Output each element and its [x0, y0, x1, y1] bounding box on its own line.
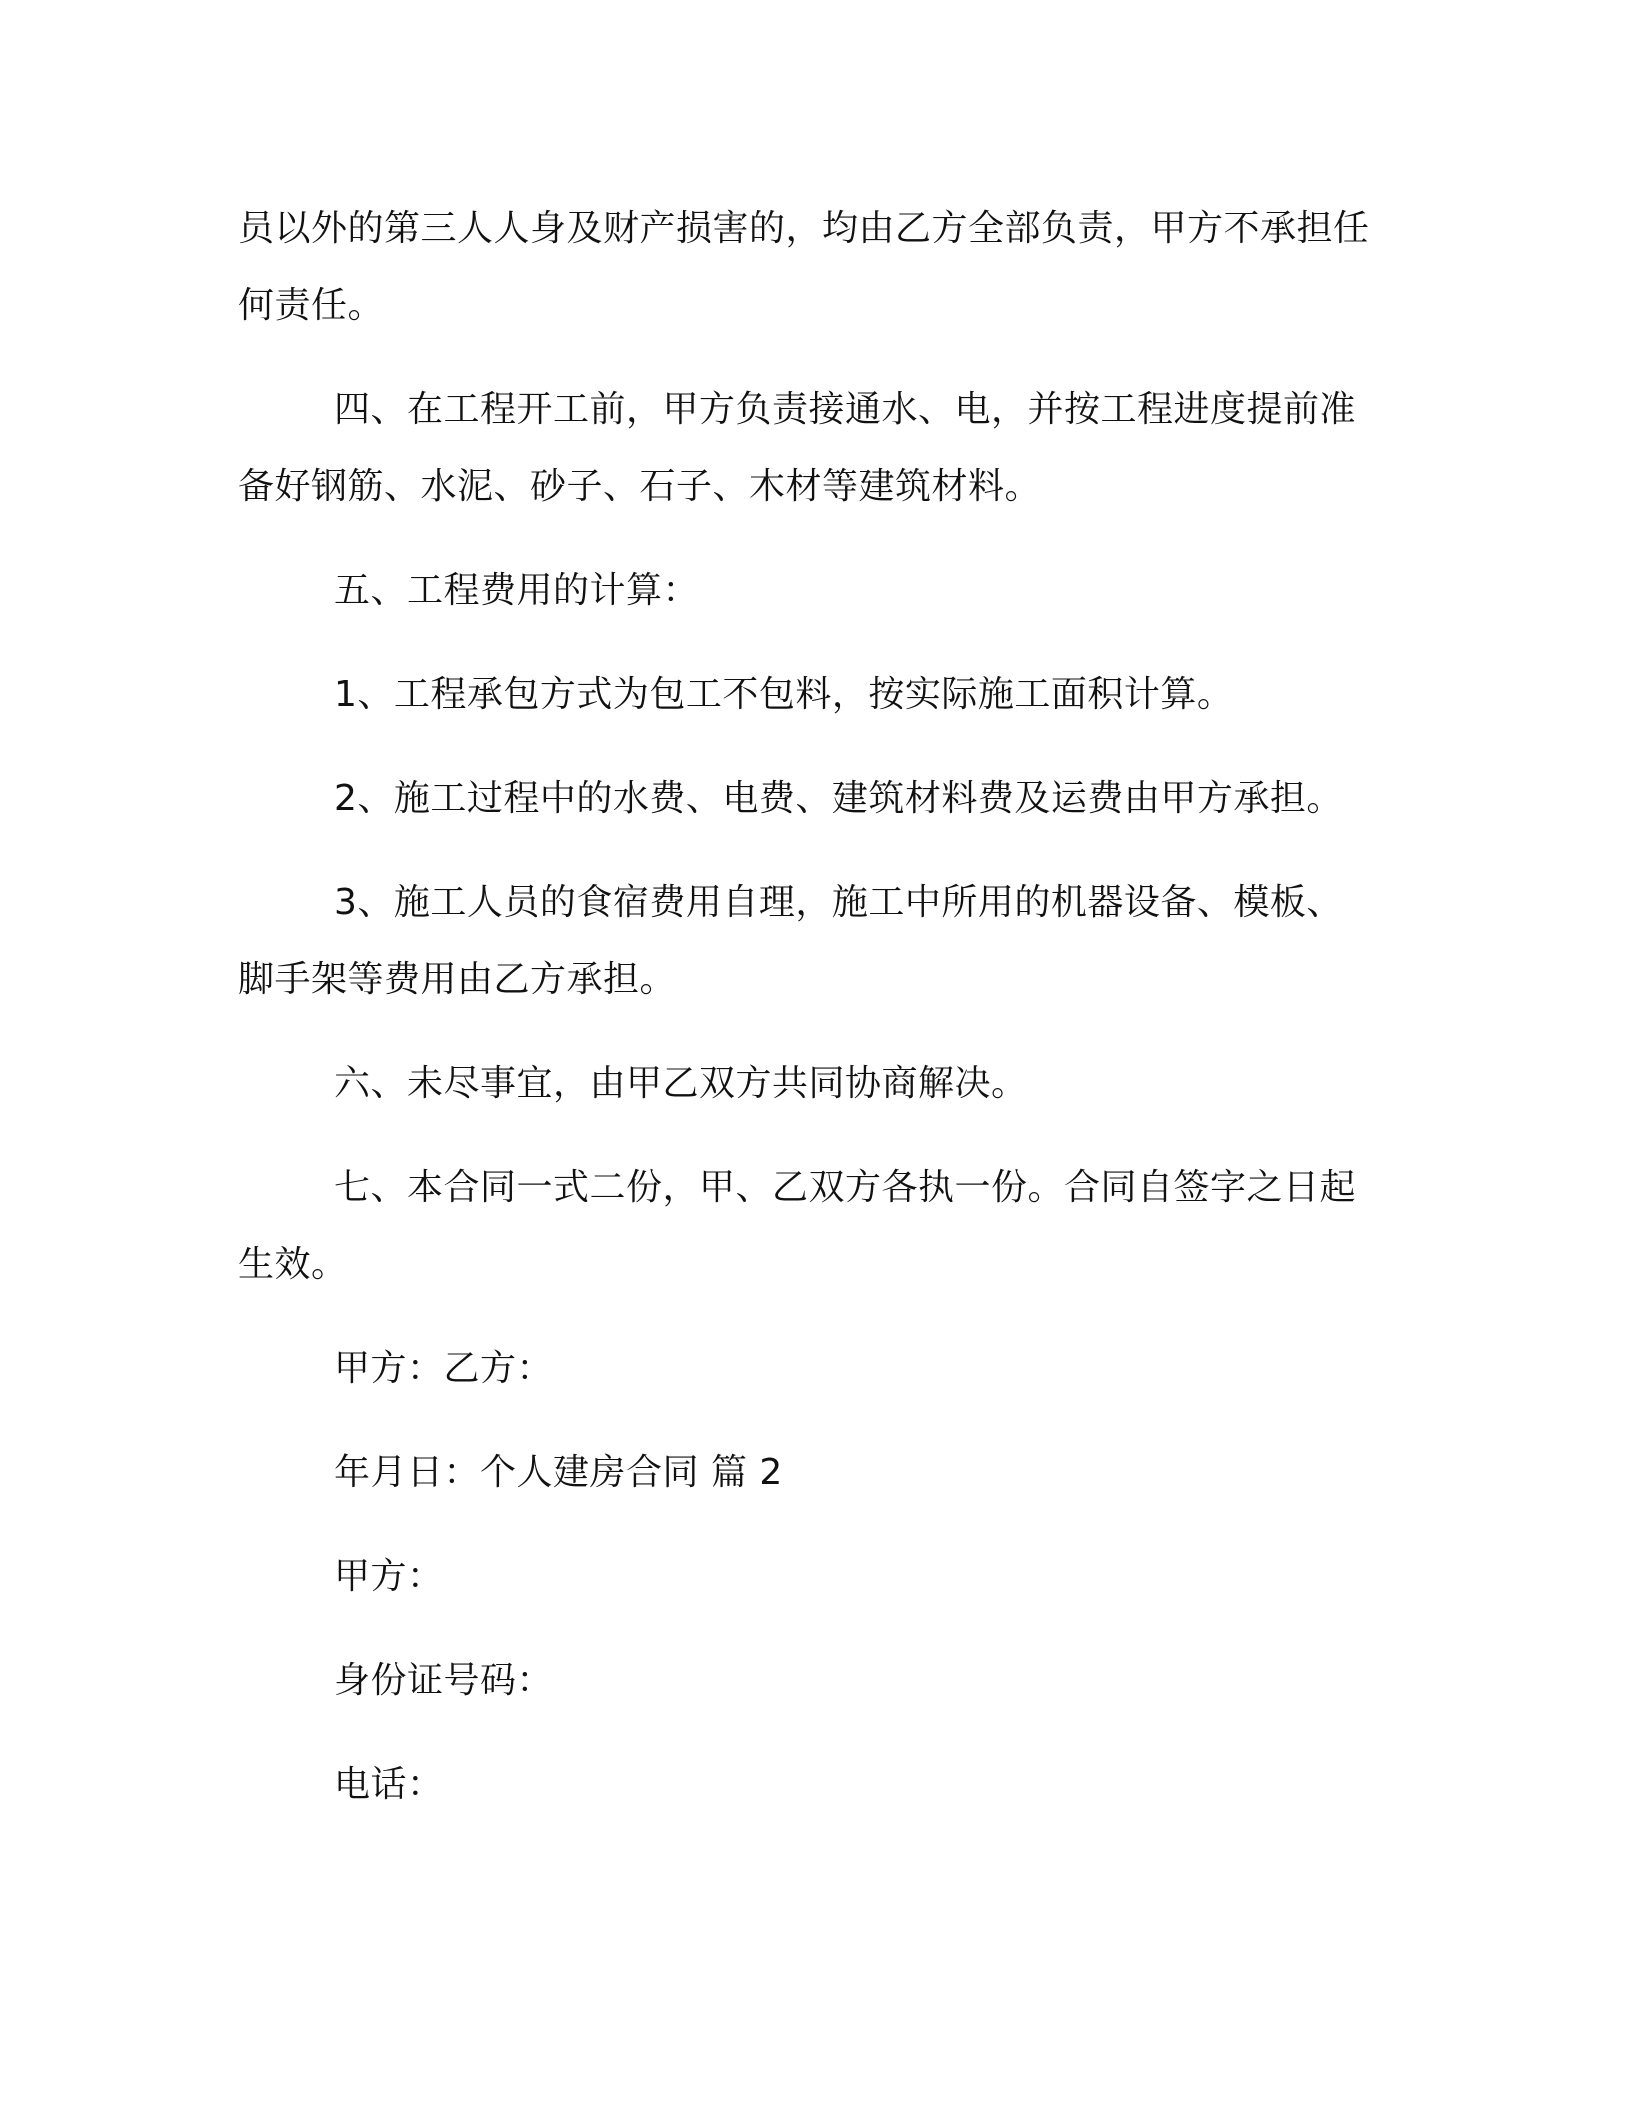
document-body [238, 190, 1378, 1850]
date-and-next-contract-title: 年月日：个人建房合同 篇 2 [334, 1452, 783, 1493]
paragraph-clause-4: 四、在工程开工前，甲方负责接通水、电，并按工程进度提前准备好钢筋、水泥、砂子、石子、木材等建筑材料。 [238, 389, 1357, 507]
party-a-label: 甲方： [334, 1556, 444, 1597]
phone-label: 电话： [334, 1764, 444, 1805]
paragraph-clause-5-item-3: 3、施工人员的食宿费用自理，施工中所用的机器设备、模板、脚手架等费用由乙方承担。 [238, 882, 1343, 1000]
paragraph-clause-5-item-2: 2、施工过程中的水费、电费、建筑材料费及运费由甲方承担。 [334, 778, 1343, 819]
paragraph-clause-5-item-1: 1、工程承包方式为包工不包料，按实际施工面积计算。 [334, 674, 1234, 715]
paragraph-clause-6: 六、未尽事宜，由甲乙双方共同协商解决。 [334, 1063, 1028, 1104]
id-number-label: 身份证号码： [334, 1660, 554, 1701]
paragraph-liability: 员以外的第三人人身及财产损害的，均由乙方全部负责，甲方不承担任何责任。 [238, 208, 1370, 326]
paragraph-clause-5-heading: 五、工程费用的计算： [334, 570, 700, 611]
signature-parties: 甲方：乙方： [334, 1348, 554, 1389]
paragraph-clause-7: 七、本合同一式二份，甲、乙双方各执一份。合同自签字之日起生效。 [238, 1167, 1357, 1285]
